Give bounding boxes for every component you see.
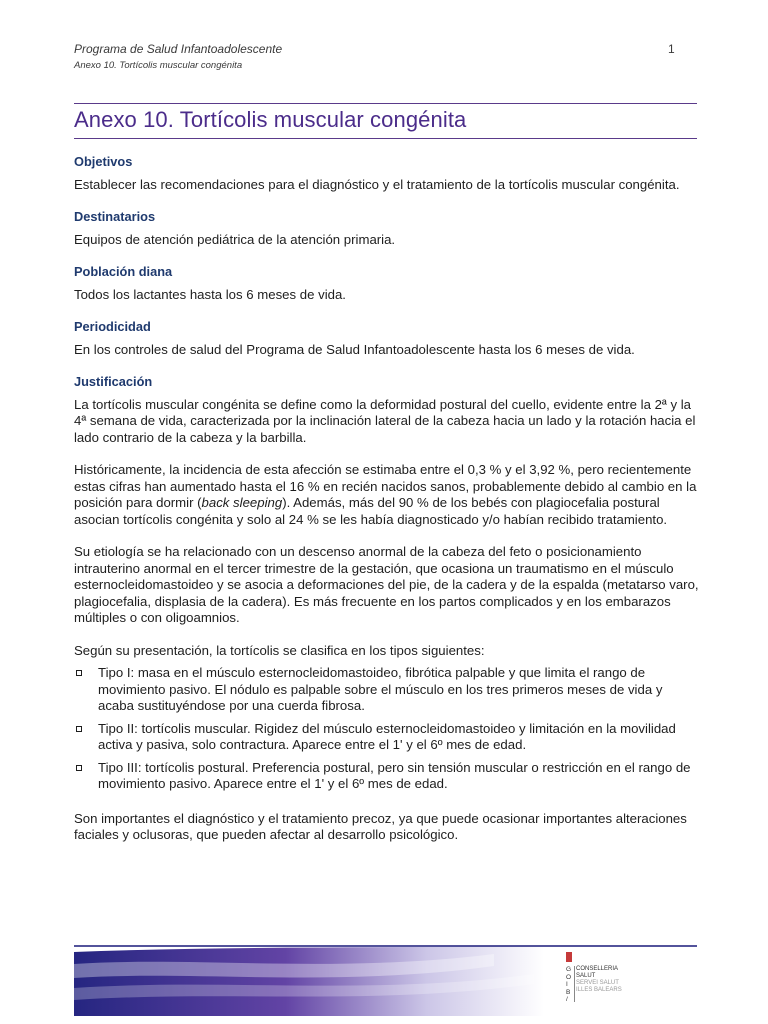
- square-bullet-icon: [76, 765, 82, 771]
- list-item: [74, 760, 700, 793]
- paragraph: Según su presentación, la tortícolis se clasifica en los tipos siguientes:: [74, 642, 485, 658]
- paragraph: [74, 462, 700, 528]
- italic-term: back sleeping: [201, 495, 283, 510]
- text-run: ). Además, más del 90 % de los bebés con plagiocefalia postural asocian tortícolis congénita y solo al 24 % se les había diagnosticado y/o habían recibido tratamiento.: [74, 495, 668, 527]
- list-item: [74, 721, 700, 754]
- list-item-text: Tipo II: tortícolis muscular. Rigidez del músculo esternocleidomastoideo y limitación en la movilidad activa y pasiva, solo contractura. Aparece entre el 1' y el 6º mes de edad.: [98, 720, 676, 752]
- logo-line: SERVEI SALUT: [576, 980, 619, 986]
- logo-divider: [574, 966, 575, 1002]
- list-item-text: Tipo III: tortícolis postural. Preferencia postural, pero sin tensión muscular o restricción en el rango de movimiento pasivo. Aparece entre el 1' y el 6º mes de edad.: [98, 759, 691, 791]
- page-title: Anexo 10. Tortícolis muscular congénita: [74, 107, 467, 132]
- header-program: Programa de Salud Infantoadolescente: [74, 42, 283, 56]
- section-heading: Objetivos: [74, 154, 133, 169]
- logo-line: SALUT: [576, 973, 596, 979]
- page-number: 1: [668, 42, 675, 56]
- goib-logo: [566, 952, 646, 1016]
- title-rule-top: [74, 103, 697, 104]
- logo-letter: G: [566, 966, 572, 973]
- section-poblacion: [74, 264, 700, 303]
- section-text: Todos los lactantes hasta los 6 meses de vida.: [74, 286, 346, 302]
- logo-line: CONSELLERIA: [576, 966, 619, 972]
- section-objetivos: [74, 154, 700, 193]
- section-periodicidad: [74, 319, 700, 358]
- square-bullet-icon: [76, 670, 82, 676]
- logo-flag-icon: [566, 952, 572, 962]
- logo-letter: B: [566, 988, 571, 996]
- logo-text: [576, 966, 622, 994]
- section-text: Establecer las recomendaciones para el diagnóstico y el tratamiento de la tortícolis muscular congénita.: [74, 176, 680, 192]
- logo-letter: I: [566, 981, 568, 988]
- document-body: [74, 154, 700, 860]
- text-run: Históricamente, la incidencia de esta afección se estimaba entre el 0,3 % y el 3,92 %, pero recientemente estas cifras han aumentado hasta el 16 % en recién nacidos sanos, probablemente debido al cambio en la posición para dormir (: [74, 462, 697, 510]
- section-heading: Justificación: [74, 374, 153, 389]
- title-rule-bottom: [74, 138, 697, 139]
- logo-letter: /: [566, 996, 568, 1003]
- section-heading: Periodicidad: [74, 319, 151, 334]
- square-bullet-icon: [76, 726, 82, 732]
- paragraph: Su etiología se ha relacionado con un descenso anormal de la cabeza del feto o posicionamiento intrauterino anormal en el tercer trimestre de la gestación, que ocasiona un traumatismo en el músculo esternocleidomastoideo y se asocia a deformaciones del pie, de la cadera y de la espalda (metatarso varo, plagiocefalia, displasia de la cadera). Es más frecuente en los partos complicados y en los embarazos múltiples o con oligoamnios.: [74, 544, 699, 625]
- section-justificacion: [74, 374, 700, 844]
- section-text: Equipos de atención pediátrica de la atención primaria.: [74, 231, 396, 247]
- logo-line: ILLES BALEARS: [576, 987, 622, 993]
- section-heading: Población diana: [74, 264, 173, 279]
- section-heading: Destinatarios: [74, 209, 156, 224]
- types-list: [74, 665, 700, 793]
- list-item: [74, 665, 700, 715]
- paragraph: La tortícolis muscular congénita se define como la deformidad postural del cuello, evidente entre la 2ª y la 4ª semana de vida, caracterizada por la inclinación lateral de la cabeza hacia un lado y la rotación hacia el lado contrario de la cabeza y la barbilla.: [74, 396, 696, 445]
- header-annex: Anexo 10. Tortícolis muscular congénita: [74, 60, 243, 71]
- paragraph: Son importantes el diagnóstico y el tratamiento precoz, ya que puede ocasionar importantes alteraciones faciales y oclusoras, que pueden afectar al desarrollo psicológico.: [74, 810, 687, 842]
- section-destinatarios: [74, 209, 700, 248]
- section-text: En los controles de salud del Programa de Salud Infantoadolescente hasta los 6 meses de vida.: [74, 341, 635, 357]
- logo-letter: O: [566, 973, 572, 981]
- logo-letters: [566, 966, 571, 1004]
- list-item-text: Tipo I: masa en el músculo esternocleidomastoideo, fibrótica palpable y que limita el rango de movimiento pasivo. El nódulo es palpable sobre el músculo en los tres primeros meses de vida y acaba sustituyéndose por una cuerda fibrosa.: [98, 665, 663, 713]
